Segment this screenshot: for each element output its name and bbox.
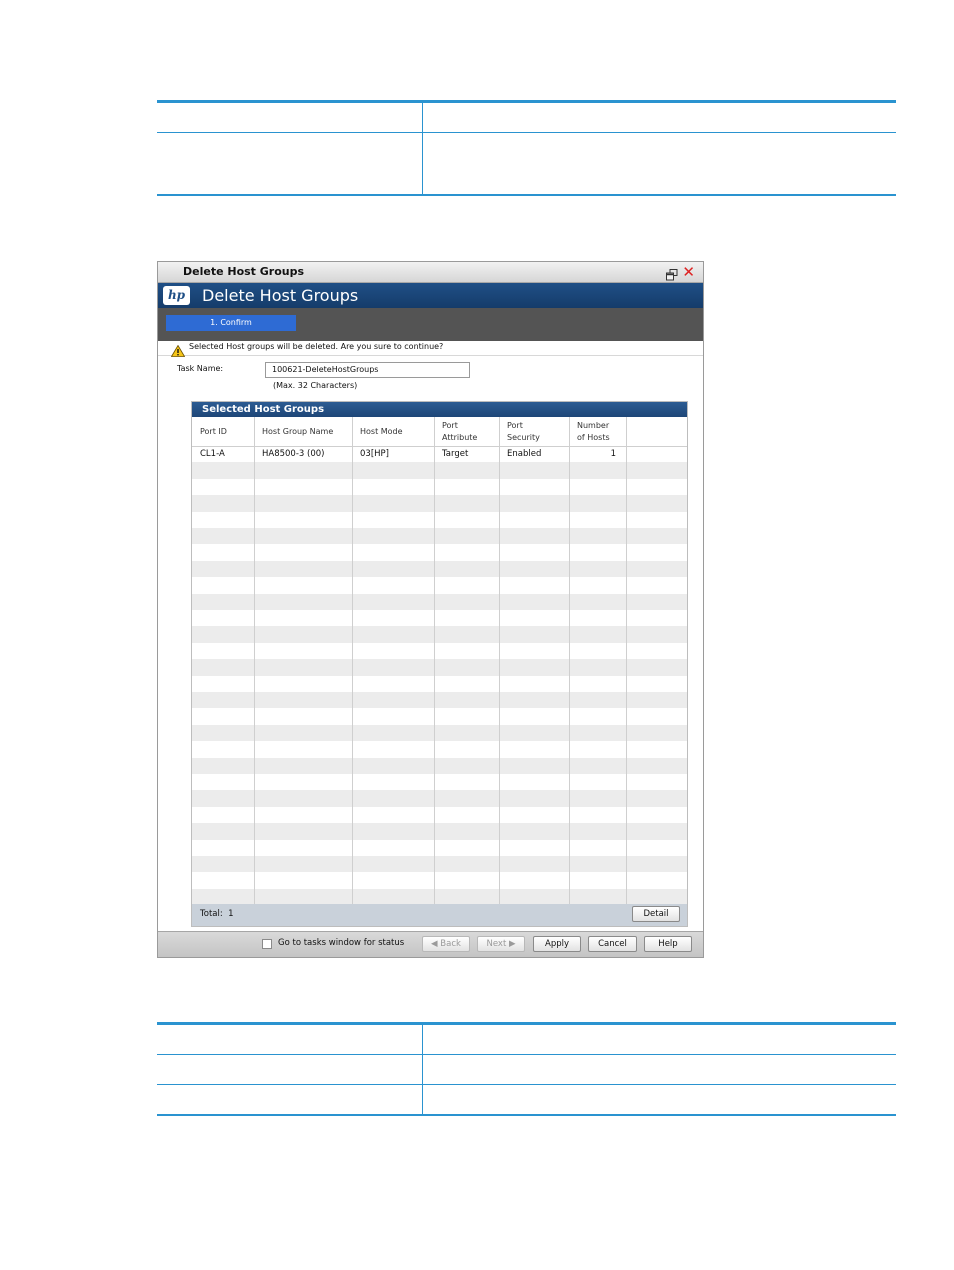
table-body — [192, 446, 687, 906]
task-name-label: Task Name: — [177, 364, 224, 373]
column-header-port-security[interactable]: Port Security — [507, 420, 540, 442]
table-row — [192, 495, 687, 511]
doc-table-cell — [423, 1025, 896, 1054]
table-row — [192, 807, 687, 823]
table-row — [192, 561, 687, 577]
table-row — [192, 659, 687, 675]
table-row — [192, 708, 687, 724]
column-header-port-id[interactable]: Port ID — [200, 426, 227, 436]
close-icon[interactable]: ✕ — [682, 263, 695, 281]
warning-icon — [171, 342, 185, 354]
doc-table-top — [157, 100, 896, 196]
doc-table-cell — [423, 1085, 896, 1114]
doc-table-row — [157, 103, 896, 132]
host-groups-table — [192, 417, 687, 906]
doc-table-cell — [157, 1055, 423, 1084]
warning-bar — [158, 341, 703, 356]
table-cell-port-id: CL1-A — [200, 449, 225, 459]
doc-table-row — [157, 1054, 896, 1084]
column-divider — [352, 417, 353, 906]
doc-table-cell — [423, 103, 896, 132]
table-row — [192, 692, 687, 708]
column-header-port-attribute[interactable]: Port Attribute — [442, 420, 478, 442]
doc-table-cell — [157, 133, 423, 194]
table-row — [192, 577, 687, 593]
help-button[interactable]: Help — [644, 936, 692, 952]
cancel-button[interactable]: Cancel — [588, 936, 637, 952]
table-row — [192, 790, 687, 806]
table-header — [192, 417, 687, 447]
doc-table-cell — [157, 1025, 423, 1054]
doc-table-row — [157, 132, 896, 194]
banner-title: Delete Host Groups — [202, 286, 359, 305]
table-row — [192, 840, 687, 856]
doc-table-cell — [423, 1055, 896, 1084]
column-header-number-of-hosts[interactable]: Number of Hosts — [577, 420, 610, 442]
delete-host-groups-dialog — [157, 261, 704, 958]
table-cell-host-mode: 03[HP] — [360, 449, 389, 459]
column-divider — [569, 417, 570, 906]
step-confirm: 1. Confirm — [166, 315, 296, 331]
go-to-tasks-label: Go to tasks window for status — [278, 938, 405, 948]
task-name-hint: (Max. 32 Characters) — [273, 381, 358, 390]
table-cell-port-attribute: Target — [442, 449, 469, 459]
total-count — [200, 909, 234, 919]
panel-footer — [192, 904, 687, 926]
table-row — [192, 610, 687, 626]
table-row — [192, 643, 687, 659]
table-row — [192, 512, 687, 528]
dialog-banner — [158, 283, 703, 308]
table-row — [192, 544, 687, 560]
doc-table-row — [157, 1025, 896, 1054]
table-cell-number-of-hosts: 1 — [610, 449, 616, 459]
table-row — [192, 479, 687, 495]
table-row — [192, 741, 687, 757]
table-row — [192, 758, 687, 774]
table-row — [192, 856, 687, 872]
total-label: Total: — [200, 909, 223, 919]
restore-window-icon[interactable] — [666, 266, 678, 278]
detail-button[interactable]: Detail — [632, 906, 680, 922]
table-row — [192, 676, 687, 692]
table-row — [192, 889, 687, 905]
table-row — [192, 823, 687, 839]
warning-message: Selected Host groups will be deleted. Are you sure to continue? — [189, 342, 444, 351]
go-to-tasks-checkbox[interactable] — [262, 939, 272, 949]
column-header-host-mode[interactable]: Host Mode — [360, 426, 403, 436]
table-row[interactable] — [192, 446, 687, 462]
wizard-step-bar — [158, 308, 703, 341]
next-label: Next — [486, 939, 507, 949]
table-row — [192, 594, 687, 610]
selected-host-groups-panel — [191, 401, 688, 927]
table-cell-host-group-name: HA8500-3 (00) — [262, 449, 325, 459]
table-row — [192, 872, 687, 888]
dialog-footer — [158, 931, 703, 957]
column-divider — [499, 417, 500, 906]
table-row — [192, 462, 687, 478]
back-button[interactable]: ◀ Back — [422, 936, 470, 952]
column-header-host-group-name[interactable]: Host Group Name — [262, 426, 334, 436]
task-name-input[interactable]: 100621-DeleteHostGroups — [265, 362, 470, 378]
table-row — [192, 528, 687, 544]
doc-table-row — [157, 1084, 896, 1114]
column-divider — [254, 417, 255, 906]
table-row — [192, 626, 687, 642]
column-divider — [434, 417, 435, 906]
window-titlebar — [158, 262, 703, 283]
table-cell-port-security: Enabled — [507, 449, 542, 459]
table-row — [192, 774, 687, 790]
column-divider — [626, 417, 627, 906]
back-label: Back — [440, 939, 461, 949]
panel-title: Selected Host Groups — [192, 402, 687, 417]
next-button[interactable]: Next ▶ — [477, 936, 525, 952]
table-row — [192, 725, 687, 741]
total-value: 1 — [228, 909, 234, 919]
doc-table-cell — [157, 1085, 423, 1114]
doc-table-cell — [157, 103, 423, 132]
hp-logo: hp — [163, 286, 190, 305]
doc-table-cell — [423, 133, 896, 194]
doc-table-bottom — [157, 1022, 896, 1116]
window-title: Delete Host Groups — [183, 265, 305, 278]
apply-button[interactable]: Apply — [533, 936, 581, 952]
